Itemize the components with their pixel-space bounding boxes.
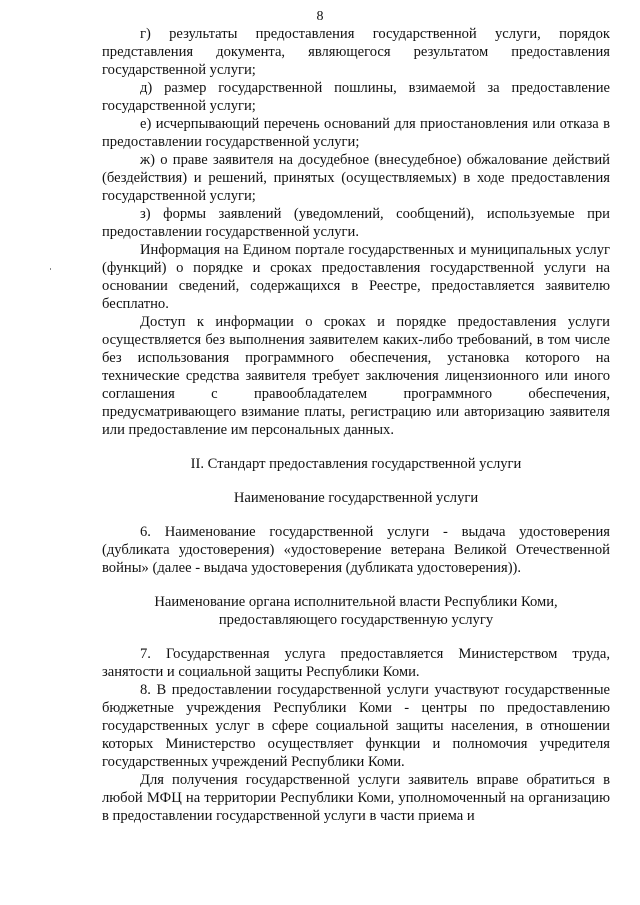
organ-heading-line-1: Наименование органа исполнительной власти Республики Коми, (154, 594, 558, 610)
item-d: д) размер государственной пошлины, взимаемой за предоставление государственной услуги; (102, 80, 610, 114)
mfc-paragraph: Для получения государственной услуги заявитель вправе обратиться в любой МФЦ на территории Республики Коми, уполномоченный на организацию в предоставлении государственной услуги в части приема и (102, 772, 610, 824)
section-heading: II. Стандарт предоставления государственной услуги (190, 456, 522, 472)
info-paragraph: Информация на Едином портале государственных и муниципальных услуг (функций) о порядке и сроках предоставления государственной услуги на основании сведений, содержащихся в Реестре, предоставляется заявителю бесплатно. (102, 242, 610, 312)
document-body (102, 25, 610, 825)
margin-mark (50, 268, 51, 270)
subsection-heading-service-name: Наименование государственной услуги (233, 490, 479, 506)
page-number: 8 (316, 9, 324, 24)
item-zh: ж) о праве заявителя на досудебное (внесудебное) обжалование действий (бездействия) и решений, принятых (осуществляемых) в ходе предоставления государственной услуги; (102, 152, 610, 204)
paragraph-7: 7. Государственная услуга предоставляется Министерством труда, занятости и социальной защиты Республики Коми. (102, 646, 610, 680)
access-paragraph: Доступ к информации о сроках и порядке предоставления услуги осуществляется без выполнения заявителем каких-либо требований, в том числе без использования программного обеспечения, установка которого на технические средства заявителя требует заключения лицензионного или иного соглашения с правообладателем программного обеспечения, предусматривающего взимание платы, регистрацию или авторизацию заявителя или предоставление им персональных данных. (102, 314, 610, 438)
item-z: з) формы заявлений (уведомлений, сообщений), используемые при предоставлении государственной услуги. (102, 206, 610, 240)
paragraph-8: 8. В предоставлении государственной услуги участвуют государственные бюджетные учреждения Республики Коми - центры по предоставлению государственных услуг в сфере социальной защиты населения, в отношении которых Министерство осуществляет функции и полномочия учредителя государственных учреждений Республики Коми. (102, 682, 610, 770)
paragraph-6: 6. Наименование государственной услуги - выдача удостоверения (дубликата удостоверения) «удостоверение ветерана Великой Отечественной войны» (далее - выдача удостоверения (дубликата удостоверения)). (102, 524, 610, 576)
item-g: г) результаты предоставления государственной услуги, порядок представления документа, являющегося результатом предоставления государственной услуги; (102, 26, 610, 78)
organ-heading-line-2: предоставляющего государственную услугу (218, 612, 494, 628)
subsection-heading-organ (102, 593, 610, 629)
item-e: е) исчерпывающий перечень оснований для приостановления или отказа в предоставлении государственной услуги; (102, 116, 610, 150)
